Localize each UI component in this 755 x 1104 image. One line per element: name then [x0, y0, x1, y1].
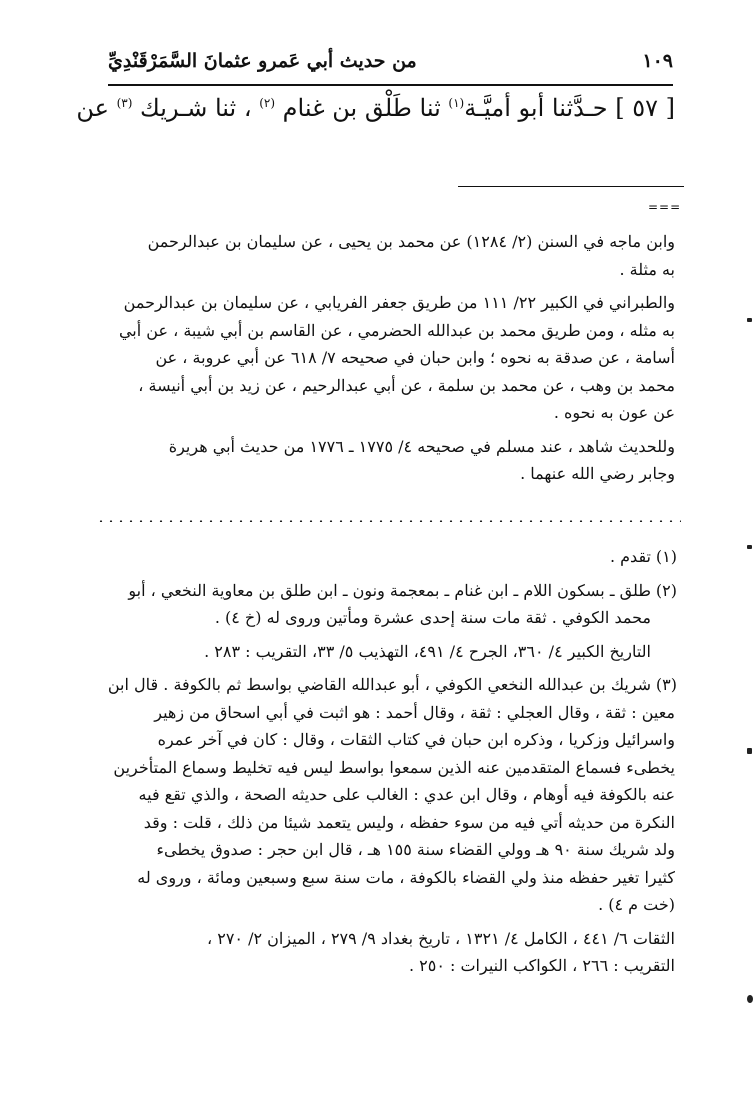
- footnotes-section: [108, 543, 675, 986]
- text-line: وللحديث شاهد ، عند مسلم في صحيحه ٤/ ١٧٧٥ ـ ١٧٧٦ من حديث أبي هريرة: [168, 436, 675, 456]
- book-title: من حديث أبي عَمرو عثمانَ السَّمَرْقَنْدِيِّ: [108, 50, 417, 72]
- footnote-rule: [458, 186, 684, 187]
- footnote-ref-1: (١): [448, 96, 465, 110]
- dotted-separator: [96, 520, 681, 522]
- footnote-number: (٣): [655, 675, 677, 694]
- footnote-3-sources: [108, 925, 675, 980]
- footnote-2-sources: [108, 638, 675, 666]
- text-line: الثقات ٦/ ٤٤١ ، الكامل ٤/ ١٣٢١ ، تاريخ بغداد ٩/ ٢٧٩ ، الميزان ٢/ ٢٧٠ ،: [206, 928, 675, 948]
- takhrij-paragraph: [108, 228, 675, 283]
- footnote-number: (١): [655, 547, 677, 566]
- text-line: محمد بن وهب ، عن محمد بن سلمة ، عن أبي عبدالرحيم ، عن زيد بن أبي أنيسة ،: [138, 375, 675, 395]
- text-line: عن عون به نحوه .: [553, 403, 675, 422]
- text-line: به مثلة .: [619, 259, 675, 279]
- takhrij-paragraph: [108, 433, 675, 488]
- text-line: التقريب : ٢٦٦ ، الكواكب النيرات : ٢٥٠ .: [408, 956, 675, 975]
- isnad-part-2: ثنا طَلْق بن غنام: [275, 94, 449, 122]
- text-line: يخطىء فسماع المتقدمين عنه الذين سمعوا بواسط ليس فيه تخليط وسماع المتأخرين: [113, 757, 675, 777]
- text-line: معين : ثقة ، وقال العجلي : ثقة ، وقال أحمد : هو اثبت في أبي اسحاق من زهير: [154, 702, 675, 722]
- text-line: تقدم .: [609, 547, 651, 566]
- scan-edge-mark: [747, 318, 752, 322]
- text-line: طلق ـ بسكون اللام ـ ابن غنام ـ بمعجمة ونون ـ ابن طلق بن معاوية النخعي ، أبو: [128, 580, 651, 600]
- footnote-ref-3: (٣): [116, 96, 133, 110]
- scan-edge-mark: [747, 748, 752, 754]
- text-line: به مثله ، ومن طريق محمد بن عبدالله الحضرمي ، عن القاسم بن أبي شيبة ، عن أبي: [118, 320, 675, 340]
- text-line: واسرائيل وزكريا ، وذكره ابن حبان في كتاب الثقات ، وقال : كان في آخر عمره: [157, 730, 675, 749]
- footnote-3: [108, 671, 675, 919]
- scan-edge-mark: [747, 545, 752, 549]
- text-line: وابن ماجه في السنن (٢/ ١٢٨٤) عن محمد بن يحيى ، عن سليمان بن عبدالرحمن: [147, 232, 675, 251]
- text-line: التاريخ الكبير ٤/ ٣٦٠، الجرح ٤/ ٤٩١، التهذيب ٥/ ٣٣، التقريب : ٢٨٣ .: [204, 641, 651, 661]
- running-header: [108, 44, 673, 78]
- footnote-ref-2: (٢): [259, 96, 276, 110]
- footnote-1: [108, 543, 675, 571]
- footnote-number: (٢): [655, 580, 677, 600]
- text-line: (خت م ٤) .: [598, 895, 675, 914]
- page-number: ١٠٩: [642, 50, 673, 72]
- continuation-mark: ===: [648, 200, 682, 214]
- isnad-part-4: عن: [76, 94, 117, 122]
- text-line: وجابر رضي الله عنهما .: [520, 464, 675, 483]
- text-line: ولد شريك سنة ٩٠ هـ وولي القضاء سنة ١٥٥ هـ ، قال ابن حجر : صدوق يخطىء: [156, 840, 675, 859]
- isnad-part-3: ، ثنا شـريك: [132, 94, 260, 122]
- text-line: النكرة من حديثه أتي فيه من سوء حفظه ، وليس يتعمد شيئا من ذلك ، قلت : وقد: [143, 812, 675, 832]
- takhrij-paragraph: [108, 289, 675, 427]
- text-line: عنه بالكوفة فيه أوهام ، وقال ابن عدي : الغالب على حديثه الصحة ، والذي تقع فيه: [138, 785, 675, 804]
- text-line: كثيرا تغير حفظه منذ ولي القضاء بالكوفة ، مات سنة سبع وسبعين ومائة ، وروى له: [137, 867, 675, 887]
- footnote-2: [108, 577, 675, 632]
- text-line: محمد الكوفي . ثقة مات سنة إحدى عشرة ومأتين وروى له (خ ٤) .: [214, 608, 651, 627]
- text-line: أسامة ، عن صدقة به نحوه ؛ وابن حبان في صحيحه ٧/ ٦١٨ عن أبي عروبة ، عن: [155, 348, 675, 367]
- isnad-part-1: [ ٥٧ ] حـدَّثنا أبو أميَّـة: [464, 94, 675, 122]
- text-line: والطبراني في الكبير ٢٢/ ١١١ من طريق جعفر الفريابي ، عن سليمان بن عبدالرحمن: [123, 293, 675, 312]
- scan-edge-mark: [747, 995, 753, 1003]
- text-line: شريك بن عبدالله النخعي الكوفي ، أبو عبدالله القاضي بواسط ثم بالكوفة . قال ابن: [108, 675, 651, 694]
- header-rule: [108, 84, 673, 86]
- hadith-text: [76, 88, 675, 128]
- takhrij-section: [108, 228, 675, 494]
